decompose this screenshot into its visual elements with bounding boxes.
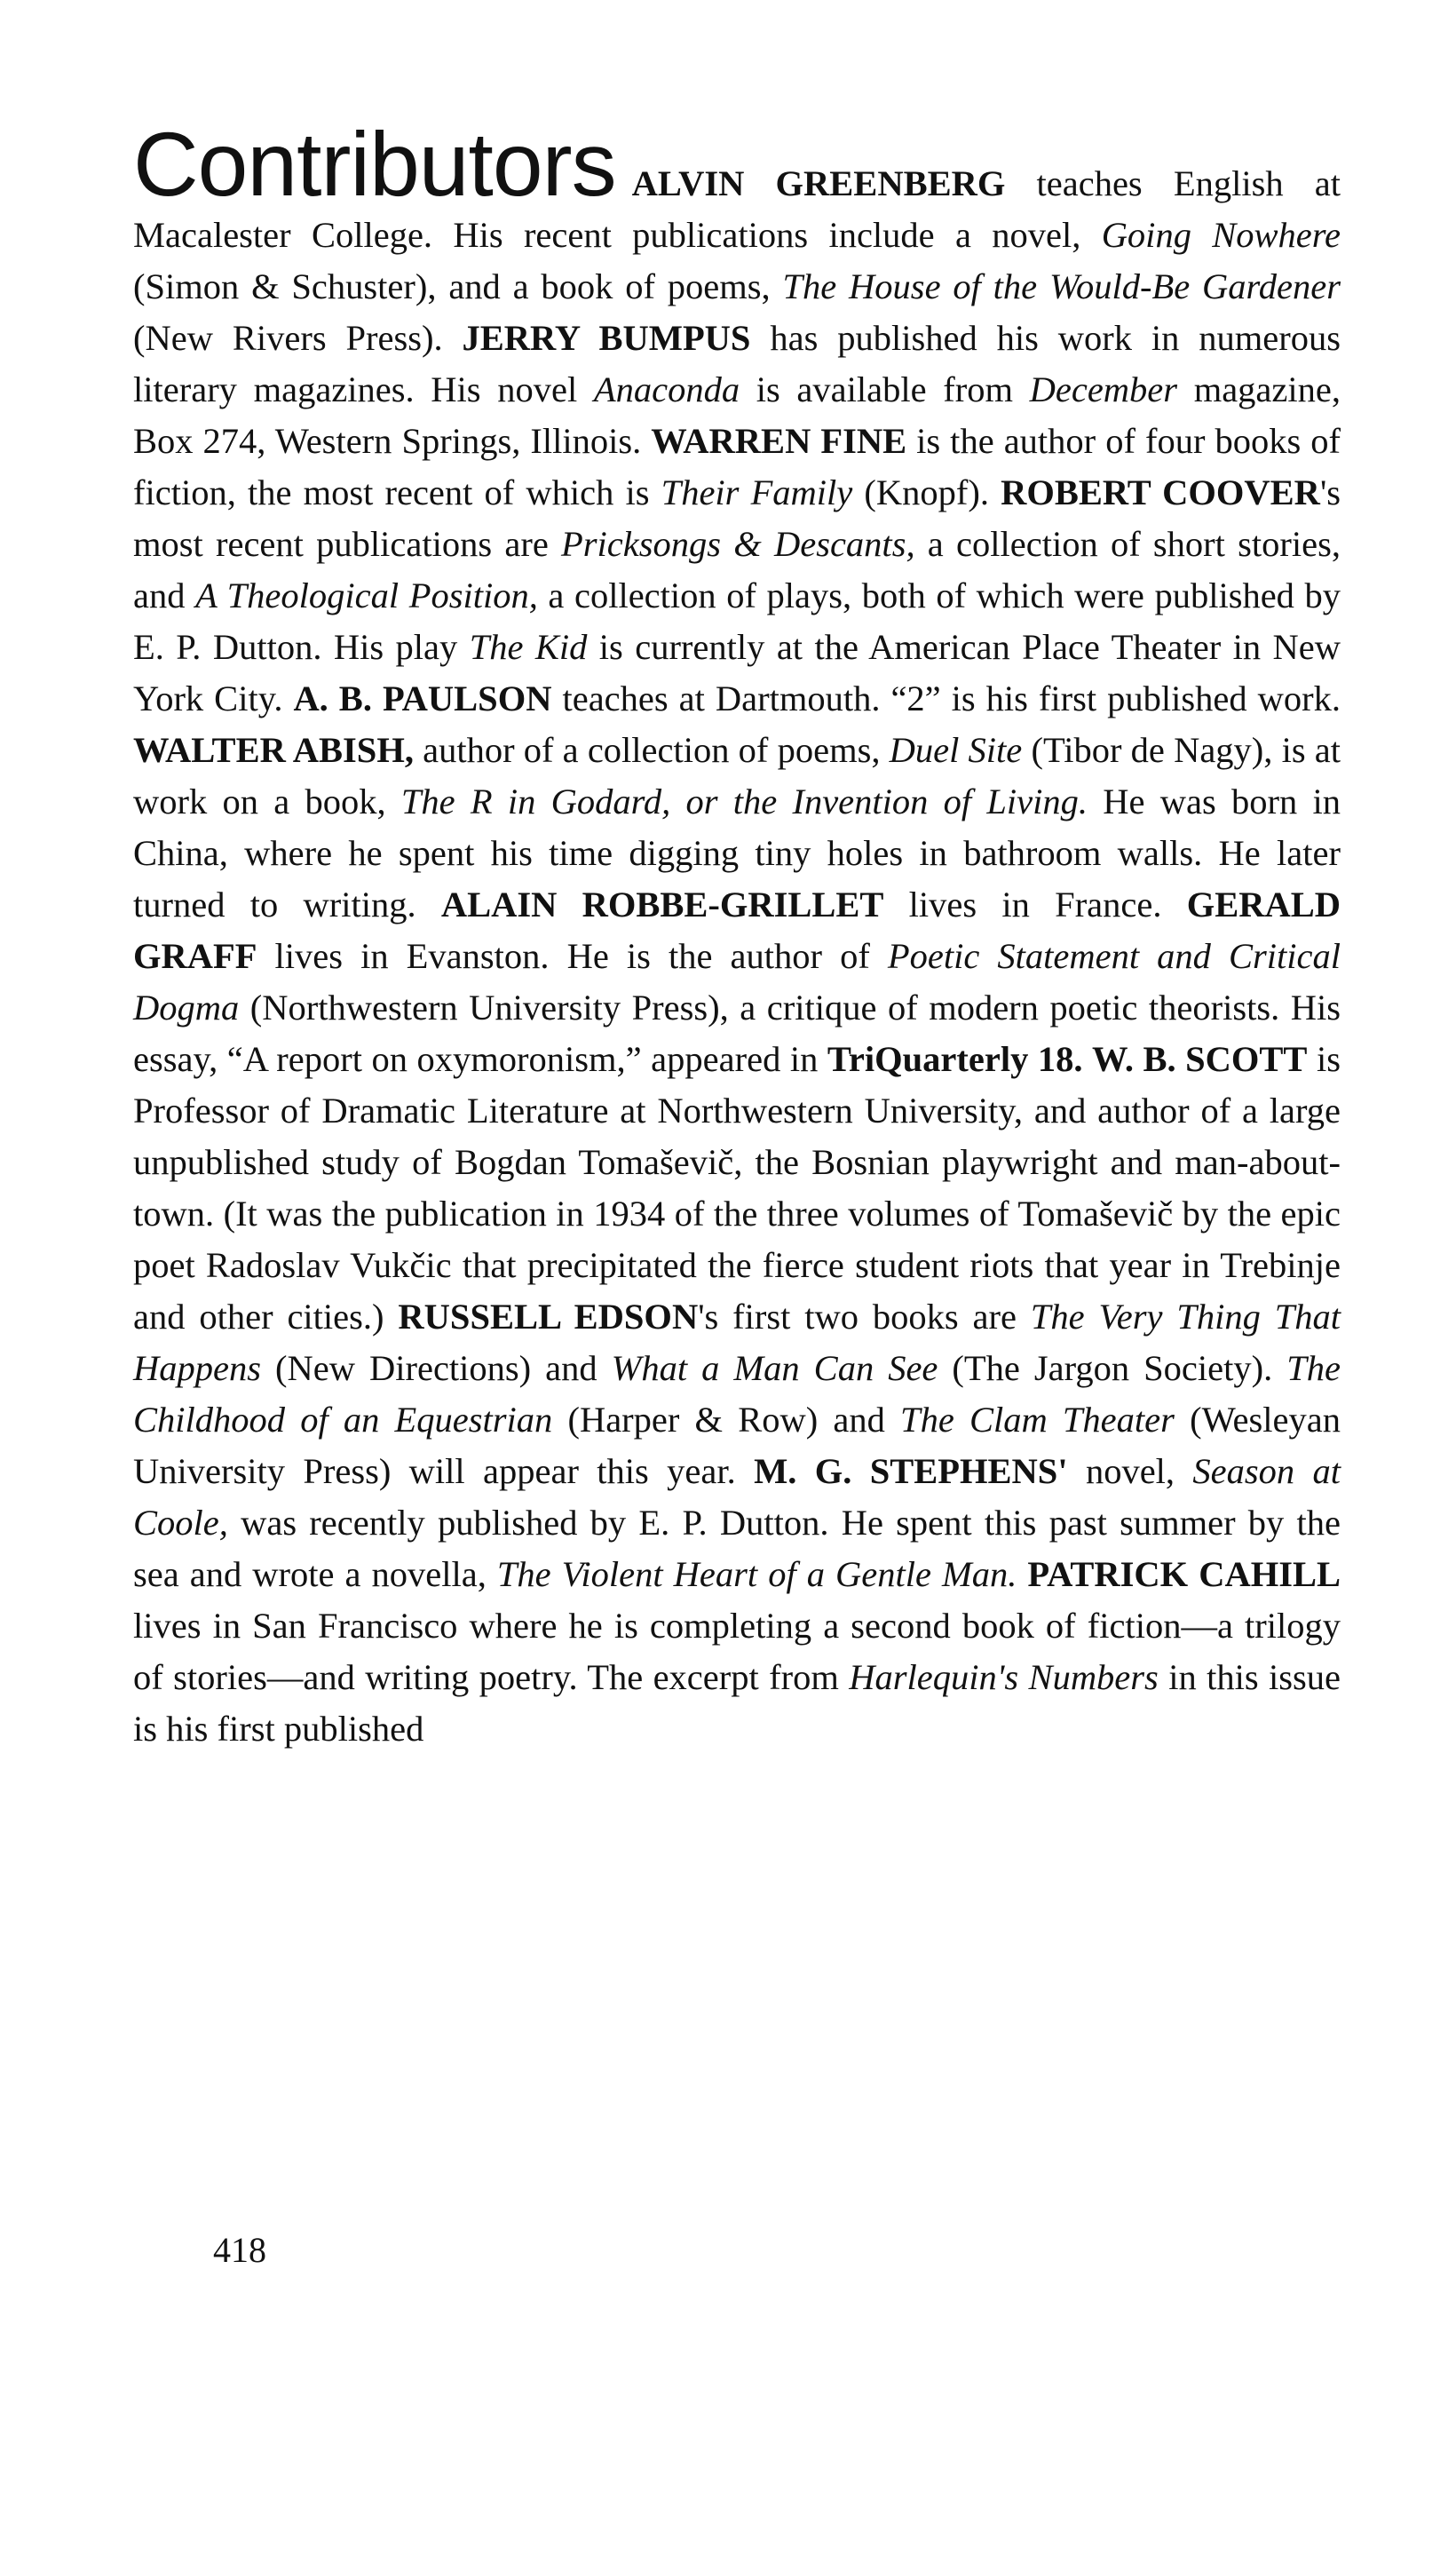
body-text-run: was recently published by E. P. Dutton. He spent this past summer by the sea and wrote a novella, [133,1503,1341,1594]
body-text-run: (New Rivers Press). [133,318,463,358]
work-title: The Clam Theater [900,1400,1175,1440]
paragraph-runs [133,163,1341,1749]
body-text-run: lives in Evanston. He is the author of [257,936,888,976]
body-text-run: novel, [1067,1451,1193,1491]
contributor-name: ROBERT COOVER [1001,472,1320,512]
body-text-run: is available from [740,369,1030,409]
body-text-run: (Wesleyan University Press) will appear this year. [133,1400,1341,1491]
body-text-run: lives in France. [883,885,1187,924]
contributor-name: RUSSELL EDSON [398,1297,699,1337]
body-text-run: He was born in China, where he spent his time digging tiny holes in bathroom walls. He later turned to writing. [133,782,1341,924]
contributor-name: M. G. STEPHENS' [754,1451,1068,1491]
body-text-run: is currently at the American Place Theater in New York City. [133,627,1341,718]
contributors-paragraph [133,114,1341,1755]
work-title: What a Man Can See [611,1348,938,1388]
contributor-name: W. B. SCOTT [1092,1039,1308,1079]
work-title: December [1029,369,1178,409]
work-title: Going Nowhere [1101,215,1341,255]
body-text-run: is the author of four books of fiction, the most recent of which is [133,421,1341,512]
body-text-run [1017,1554,1027,1594]
contributor-name: TriQuarterly 18. [827,1039,1083,1079]
body-text-run: author of a collection of poems, [413,730,890,770]
contributor-name: WALTER ABISH, [133,730,414,770]
body-text-run: a collection of plays, both of which were published by E. P. Dutton. His play [133,575,1341,667]
work-title: Harlequin's Numbers [849,1657,1159,1697]
work-title: The Violent Heart of a Gentle Man. [496,1554,1017,1594]
work-title: The Kid [469,627,588,667]
body-text-run: lives in San Francisco where he is completing a second book of fiction—a trilogy of stories—and writing poetry. The excerpt from [133,1606,1341,1697]
body-text-run: 's most recent publications are [133,472,1341,564]
body-text-run: a collection of short stories, and [133,524,1341,615]
body-text-run: has published his work in numerous literary magazines. His novel [133,318,1341,409]
body-text-run: (New Directions) and [261,1348,612,1388]
body-text-run: (Harper & Row) and [552,1400,901,1440]
page-number: 418 [213,2230,266,2270]
body-text-run: (Knopf). [852,472,1001,512]
work-title: Pricksongs & Descants, [561,524,915,564]
contributor-name: ALVIN GREENBERG [631,163,1006,203]
work-title: Their Family [661,472,853,512]
body-text-run: 's first two books are [698,1297,1031,1337]
work-title: Duel Site [889,730,1023,770]
work-title: Anaconda [593,369,740,409]
body-text-run: teaches at Dartmouth. “2” is his first published work. [551,678,1341,718]
body-text-run: in this issue is his first published [133,1657,1341,1749]
contributor-name: ALAIN ROBBE-GRILLET [440,885,884,924]
work-title: Season at Coole, [133,1451,1341,1543]
work-title: Poetic Statement and Critical Dogma [133,936,1341,1028]
work-title: The House of the Would-Be Gardener [782,266,1341,306]
work-title: The Very Thing That Happens [133,1297,1341,1388]
page-title: Contributors [133,114,616,215]
work-title: A Theological Position, [195,575,538,615]
contributor-name: A. B. PAULSON [293,678,552,718]
body-text-run: teaches English at Macalester College. His recent publications include a novel, [133,163,1341,255]
work-title: The R in Godard, or the Invention of Living. [400,782,1088,821]
body-text-run: (The Jargon Society). [938,1348,1287,1388]
body-text-run: (Northwestern University Press), a critique of modern poetic theorists. His essay, “A report on oxymoronism,” appeared in [133,988,1341,1079]
work-title: The Childhood of an Equestrian [133,1348,1341,1440]
contributor-name: PATRICK CAHILL [1027,1554,1341,1594]
body-text-run: (Simon & Schuster), and a book of poems, [133,266,783,306]
body-text-run [1082,1039,1092,1079]
contributor-name: GERALD GRAFF [133,885,1341,976]
body-text-run: magazine, Box 274, Western Springs, Illinois. [133,369,1341,461]
contributor-name: WARREN FINE [651,421,907,461]
contributors-page [133,114,1341,1755]
body-text-run: (Tibor de Nagy), is at work on a book, [133,730,1341,821]
contributor-name: JERRY BUMPUS [462,318,751,358]
body-text-run: is Professor of Dramatic Literature at Northwestern University, and author of a large unpublished study of Bogdan Tomaševič, the Bosnian playwright and man-about-town. (It was the publication in 1934 of the three volumes of Tomaševič by the epic poet Radoslav Vukčic that precipitated the fierce student riots that year in Trebinje and other cities.) [133,1039,1341,1337]
